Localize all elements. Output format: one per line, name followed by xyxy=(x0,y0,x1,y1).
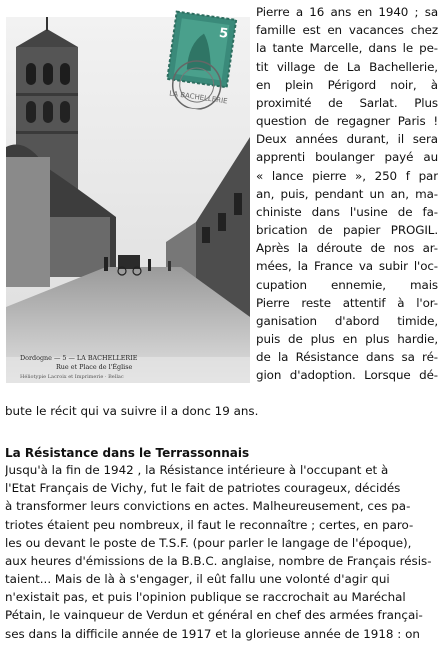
body-line: Pétain, le vainqueur de Verdun et général en chef des armées françai- xyxy=(5,608,423,623)
intro-line: la tante Marcelle, dans le pe- xyxy=(256,41,438,56)
intro-line: question de regagner Paris ! xyxy=(256,114,438,129)
body-paragraph xyxy=(5,461,439,643)
intro-line: Après la déroute de nos ar- xyxy=(256,241,438,256)
intro-line: Pierre a 16 ans en 1940 ; sa xyxy=(256,5,438,19)
intro-line: apprenti boulanger payé au xyxy=(256,150,438,165)
intro-line: chiniste dans l'usine de fa- xyxy=(256,204,438,219)
body-line: l'Etat Français de Vichy, fut le fait de patriotes courageux, décidés xyxy=(5,481,401,496)
postcard-caption-subtitle: Rue et Place de l'Église xyxy=(56,363,133,371)
intro-line: gion d'adoption. Lorsque dé- xyxy=(256,368,438,383)
intro-line: Pierre reste attentif à l'or- xyxy=(256,295,438,310)
body-line: à transformer leurs convictions en actes. Malheureusement, ces pa- xyxy=(5,499,411,514)
stamp-value: 5 xyxy=(218,25,230,42)
postcard-caption-publisher: Héliotypie Lacroix et Imprimerie · Bellac xyxy=(20,374,124,380)
intro-line: tit village de La Bachellerie, xyxy=(256,59,438,74)
intro-line: brication de papier PROGIL. xyxy=(256,223,438,238)
postage-stamp xyxy=(162,9,249,114)
intro-line: « lance pierre », 250 f par xyxy=(256,168,438,183)
body-line: taient... Mais de là à s'engager, il eût fallu une volonté d'agir qui xyxy=(5,572,390,587)
intro-line: ganisation d'abord timide, xyxy=(256,313,438,328)
intro-line: de la Résistance dans sa ré- xyxy=(256,350,438,365)
intro-line: proximité de Sarlat. Plus xyxy=(256,95,438,110)
intro-line: cupation ennemie, mais xyxy=(256,277,438,292)
postmark-text: LA BACHELLERIE xyxy=(168,89,228,106)
intro-last-line: bute le récit qui va suivre il a donc 19 ans. xyxy=(5,404,259,418)
intro-conclusion xyxy=(5,402,439,420)
body-line: ses dans la difficile année de 1917 et la glorieuse année de 1918 : on xyxy=(5,626,420,641)
body-line: aux heures d'émissions de la B.B.C. anglaise, nombre de Français résis- xyxy=(5,553,432,568)
postcard-caption-title: Dordogne — 5 — LA BACHELLERIE xyxy=(20,354,138,362)
body-line: Jusqu'à la fin de 1942 , la Résistance intérieure à l'occupant et à xyxy=(5,463,389,477)
body-line: n'existait pas, et puis l'opinion publique se raccrochait au Maréchal xyxy=(5,590,406,605)
body-line: triotes étaient peu nombreux, il faut le reconnaître ; certes, en paro- xyxy=(5,517,414,532)
intro-line: an, puis, pendant un an, ma- xyxy=(256,186,438,201)
intro-paragraph xyxy=(256,3,438,385)
intro-line: famille est en vacances chez xyxy=(256,23,438,38)
intro-line: en plein Périgord noir, à xyxy=(256,77,438,92)
intro-line: mées, la France va subir l'oc- xyxy=(256,259,438,274)
section-title: La Résistance dans le Terrassonnais xyxy=(5,446,250,460)
intro-line: puis de plus en plus hardie, xyxy=(256,332,438,347)
intro-line: Deux années durant, il sera xyxy=(256,132,438,147)
body-line: les ou devant le poste de T.S.F. (pour parler le langage de l'époque), xyxy=(5,535,412,550)
